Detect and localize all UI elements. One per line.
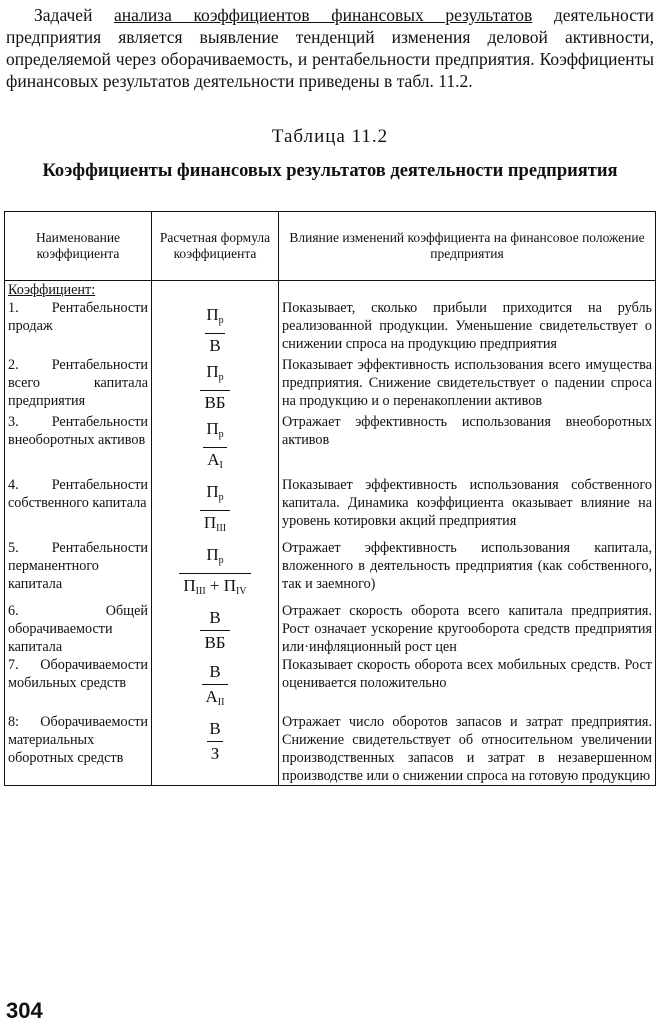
page-number: 304 — [6, 998, 43, 1023]
denominator-symbol: ВБ — [204, 393, 226, 412]
numerator-subscript: р — [218, 492, 224, 503]
intro-before: Задачей — [34, 5, 115, 25]
denominator-symbol: З — [210, 744, 220, 763]
denominator-symbol: В — [209, 336, 221, 355]
formula-numerator — [205, 719, 224, 741]
table-title: Коэффициенты финансовых результатов деятельности предприятия — [42, 161, 618, 181]
formula-numerator — [202, 362, 227, 390]
intro-underlined: анализа коэффициентов финансовых результатов — [114, 5, 533, 25]
header-influence: Влияние изменений коэффициента на финансовое положение предприятия — [279, 212, 656, 281]
coefficient-name-cell — [5, 602, 152, 656]
formula-fraction — [200, 362, 229, 413]
numerator-symbol: П — [206, 482, 219, 501]
formula-cell — [152, 356, 279, 413]
formula-fraction — [179, 545, 250, 602]
denominator-symbol: П — [203, 513, 217, 532]
coefficient-name: 5. Рентабельности перманентного капитала — [8, 540, 148, 592]
coefficient-name: 8: Оборачиваемости материальных оборотных средств — [8, 714, 148, 766]
coefficients-table — [4, 211, 656, 786]
influence-description: Показывает, сколько прибыли приходится на рубль реализованной продукции. Уменьшение свидетельствует о снижении спроса на продукцию предприятия — [279, 281, 656, 357]
numerator-subscript: р — [218, 555, 224, 566]
coefficient-name: 3. Рентабельности внеоборотных активов — [8, 414, 148, 448]
numerator-symbol: П — [206, 305, 219, 324]
numerator-subscript: р — [218, 372, 224, 383]
influence-description: Отражает скорость оборота всего капитала предприятия. Рост означает ускорение кругооборота средств предприятия или·инфляционный рост цен — [279, 602, 656, 656]
formula-cell — [152, 413, 279, 476]
formula-fraction — [202, 305, 227, 356]
formula-denominator — [200, 390, 229, 413]
numerator-symbol: П — [206, 545, 219, 564]
formula-denominator — [200, 630, 229, 653]
coefficient-name: 7. Оборачиваемости мобильных средств — [8, 657, 148, 691]
influence-description: Показывает скорость оборота всех мобильных средств. Рост оценивается положительно — [279, 656, 656, 713]
table-row — [5, 602, 656, 656]
table-row — [5, 713, 656, 786]
formula-fraction — [202, 419, 227, 476]
formula-cell — [152, 476, 279, 539]
formula-fraction — [200, 608, 229, 653]
numerator-symbol: В — [209, 608, 221, 627]
table-body — [5, 281, 656, 786]
formula-cell — [152, 539, 279, 602]
coefficient-name: 2. Рентабельности всего капитала предприятия — [8, 357, 148, 409]
influence-description: Отражает число оборотов запасов и затрат предприятия. Снижение свидетельствует об относительном увеличении производственных запасов и затрат в незавершенном производстве или о снижении спроса на готовую продукцию — [279, 713, 656, 786]
table-header-row — [5, 212, 656, 281]
formula-numerator — [202, 419, 227, 447]
formula-numerator — [202, 545, 227, 573]
formula-cell — [152, 713, 279, 786]
numerator-symbol: П — [206, 419, 219, 438]
coefficient-name-cell — [5, 413, 152, 476]
formula-denominator — [179, 573, 250, 602]
table-row — [5, 356, 656, 413]
influence-description: Показывает эффективность использования собственного капитала. Динамика коэффициента оказывает влияние на уровень котировки акций предприятия — [279, 476, 656, 539]
coefficient-name: 4. Рентабельности собственного капитала — [8, 477, 148, 511]
table-row — [5, 476, 656, 539]
coefficient-name-cell — [5, 281, 152, 357]
formula-denominator — [200, 510, 230, 539]
numerator-symbol: В — [209, 719, 221, 738]
table-label: Таблица 11.2 — [271, 126, 389, 147]
table-row — [5, 281, 656, 357]
denominator-symbol: ВБ — [204, 633, 226, 652]
influence-description: Показывает эффективность использования всего имущества предприятия. Снижение свидетельствует о падении спроса на продукцию и о перенакоплении активов — [279, 356, 656, 413]
coefficient-name-cell — [5, 476, 152, 539]
formula-cell — [152, 602, 279, 656]
formula-cell — [152, 656, 279, 713]
table-row — [5, 656, 656, 713]
denominator-subscript: II — [217, 697, 225, 708]
table-row — [5, 539, 656, 602]
coefficient-name-cell — [5, 356, 152, 413]
numerator-subscript: р — [218, 315, 224, 326]
formula-numerator — [202, 482, 227, 510]
header-formula: Расчетная формула коэффициента — [152, 212, 279, 281]
intro-paragraph — [6, 4, 654, 92]
formula-denominator — [202, 684, 229, 713]
denominator-subscript: III — [216, 523, 227, 534]
formula-numerator — [205, 662, 224, 684]
numerator-symbol: В — [209, 662, 221, 681]
denominator-symbol: П — [183, 576, 196, 595]
formula-denominator — [207, 741, 224, 764]
coefficient-name-cell — [5, 713, 152, 786]
formula-denominator — [203, 447, 227, 476]
influence-description: Отражает эффективность использования внеоборотных активов — [279, 413, 656, 476]
influence-description: Отражает эффективность использования капитала, вложенного в деятельность предприятия (как собственного, так и заемного) — [279, 539, 656, 602]
numerator-symbol: П — [206, 362, 219, 381]
numerator-subscript: р — [218, 429, 224, 440]
formula-denominator — [205, 333, 224, 356]
formula-numerator — [202, 305, 227, 333]
coefficient-name-cell — [5, 539, 152, 602]
table-row — [5, 413, 656, 476]
coefficient-subheader: Коэффициент: — [8, 282, 96, 298]
formula-cell — [152, 281, 279, 357]
header-name: Наименование коэффициента — [5, 212, 152, 281]
intro-after: деятельности предприятия является выявление тенденций изменения деловой активности, определяемой через оборачиваемость, и рентабельности предприятия. Коэффициенты финансовых результатов деятельности приведены в табл. 11.2. — [6, 5, 654, 91]
denominator-subscript: I — [219, 460, 223, 471]
formula-fraction — [205, 719, 224, 764]
formula-fraction — [200, 482, 230, 539]
denominator-subscript: III — [195, 586, 206, 597]
denominator-symbol: А — [207, 450, 220, 469]
formula-numerator — [205, 608, 224, 630]
denominator-extra-subscript: IV — [236, 586, 247, 597]
coefficient-name: 1. Рентабельности продаж — [8, 300, 148, 334]
denominator-symbol: А — [205, 687, 218, 706]
denominator-extra: + П — [205, 576, 237, 595]
formula-fraction — [202, 662, 229, 713]
coefficient-name: 6. Общей оборачиваемости капитала — [8, 603, 148, 655]
coefficient-name-cell — [5, 656, 152, 713]
